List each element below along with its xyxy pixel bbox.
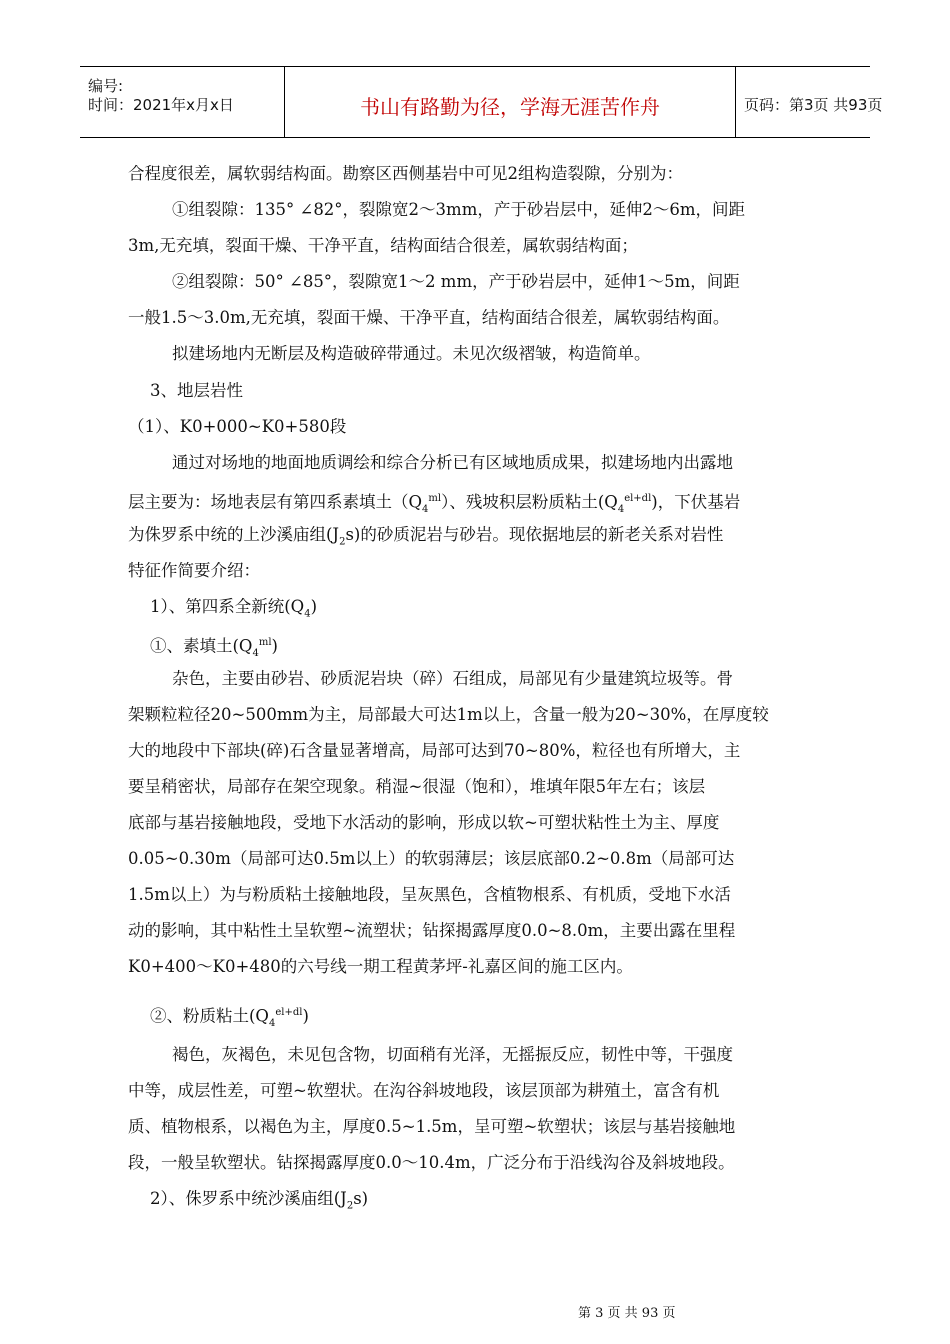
subsection-heading: 2）、侏罗系中统沙溪庙组$(J_2s)$: [150, 1189, 369, 1212]
header-page-cell: [736, 67, 883, 137]
body-line: 杂色，主要由砂岩、砂质泥岩块（碎）石组成，局部见有少量建筑垃圾等。骨: [172, 669, 733, 688]
body-line: 合程度很差，属软弱结构面。勘察区西侧基岩中可见2组构造裂隙，分别为：: [128, 164, 683, 183]
subsection-heading: 1）、第四系全新统$(Q_4)$: [150, 597, 318, 620]
body-line: ②组裂隙：50° ∠85°，裂隙宽1～2 mm，产于砂岩层中，延伸1～5m，间距: [172, 272, 740, 291]
body-line: 动的影响，其中粘性土呈软塑~流塑状；钻探揭露厚度0.0~8.0m，主要出露在里程: [128, 921, 736, 940]
body-line: 3m,无充填，裂面干燥、干净平直，结构面结合很差，属软弱结构面；: [128, 236, 638, 255]
body-line: 大的地段中下部块(碎)石含量显著增高，局部可达到70~80%，粒径也有所增大，主: [128, 741, 741, 760]
body-line: 中等，成层性差，可塑~软塑状。在沟谷斜坡地段，该层顶部为耕殖土，富含有机: [128, 1081, 720, 1100]
doc-number-label: 编号:: [88, 77, 124, 95]
body-line: 段，一般呈软塑状。钻探揭露厚度0.0～10.4m，广泛分布于沿线沟谷及斜坡地段。: [128, 1153, 735, 1172]
body-line: 0.05~0.30m（局部可达0.5m以上）的软弱薄层；该层底部0.2~0.8m（局部可达: [128, 849, 735, 868]
section-heading: 3、地层岩性: [150, 381, 243, 400]
body-line: 拟建场地内无断层及构造破碎带通过。未见次级褶皱，构造简单。: [172, 344, 651, 363]
body-line: 一般1.5～3.0m,无充填，裂面干燥、干净平直，结构面结合很差，属软弱结构面。: [128, 308, 730, 327]
body-line: 架颗粒粒径20~500mm为主，局部最大可达1m以上，含量一般为20~30%，在厚度较: [128, 705, 769, 724]
body-line: K0+400～K0+480的六号线一期工程黄茅坪-礼嘉区间的施工区内。: [128, 957, 633, 976]
body-line: 褐色，灰褐色，未见包含物，切面稍有光泽，无摇振反应，韧性中等，干强度: [172, 1045, 733, 1064]
date-label: 时间：2021年x月x日: [88, 96, 234, 114]
body-line: 通过对场地的地面地质调绘和综合分析已有区域地质成果，拟建场地内出露地: [172, 453, 733, 472]
header-motto: 书山有路勤为径，学海无涯苦作舟: [360, 95, 660, 119]
header-motto-cell: [284, 67, 736, 137]
page-header: [80, 66, 883, 138]
body-line: 要呈稍密状，局部存在架空现象。稍湿~很湿（饱和），堆填年限5年左右；该层: [128, 777, 706, 796]
subsection-heading: ②、粉质粘土$(Q_4^{el+dl})$: [150, 1006, 309, 1029]
body-line: 为侏罗系中统的上沙溪庙组$(J_2s)$的砂质泥岩与砂岩。现依据地层的新老关系对岩性: [128, 525, 724, 548]
body-line: 特征作简要介绍：: [128, 561, 260, 580]
body-line: 质、植物根系，以褐色为主，厚度0.5~1.5m，呈可塑~软塑状；该层与基岩接触地: [128, 1117, 736, 1136]
header-info-cell: [80, 67, 284, 137]
subsection-heading: （1）、K0+000~K0+580段: [128, 417, 347, 436]
page-footer: 第 3 页 共 93 页: [578, 1306, 676, 1321]
header-page-label: 页码：第3页 共93页: [744, 96, 883, 114]
body-line: 1.5m以上）为与粉质粘土接触地段，呈灰黑色，含植物根系、有机质，受地下水活: [128, 885, 731, 904]
subsection-heading: ①、素填土$(Q_4^{ml})$: [150, 636, 278, 659]
body-line: 层主要为：场地表层有第四系素填土$(Q_4^{ml})$、残坡积层粉质粘土$(Q_4^{el+dl})$，下伏基岩: [128, 492, 741, 515]
body-line: ①组裂隙：135° ∠82°，裂隙宽2～3mm，产于砂岩层中，延伸2～6m，间距: [172, 200, 745, 219]
body-line: 底部与基岩接触地段，受地下水活动的影响，形成以软~可塑状粘性土为主、厚度: [128, 813, 720, 832]
